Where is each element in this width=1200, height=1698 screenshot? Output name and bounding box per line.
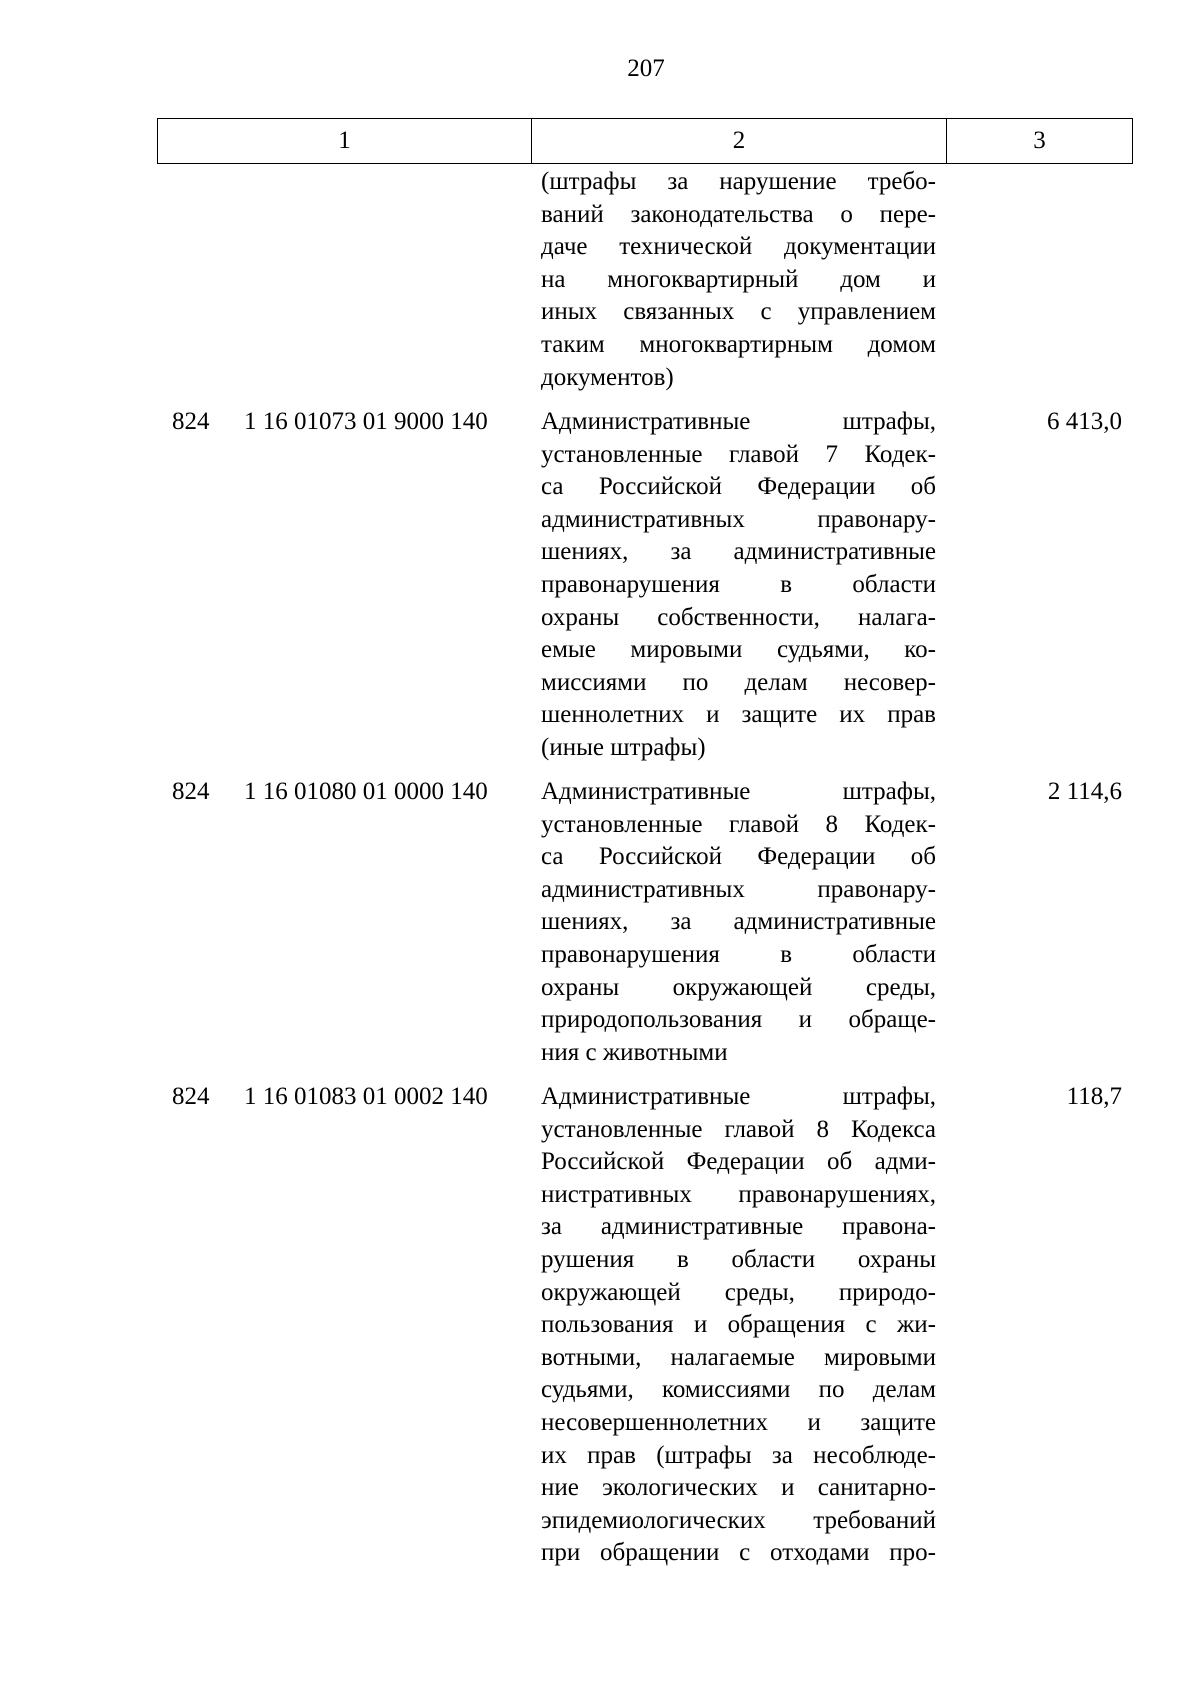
description-line: на многоквартирный дом и: [541, 265, 936, 293]
description-line: административных правонару-: [541, 505, 936, 533]
description-line: административных правонару-: [541, 875, 936, 903]
description-line: ваний законодательства о пере-: [541, 200, 936, 228]
description-line: миссиями по делам несовер-: [541, 668, 936, 696]
description-line: шениях, за административные: [541, 908, 936, 936]
description-line: Административные штрафы,: [541, 778, 936, 805]
description-line: таким многоквартирным домом: [541, 330, 936, 358]
description-line: са Российской Федерации об: [541, 473, 936, 501]
description-line: Российской Федерации об адми-: [541, 1148, 936, 1176]
description-line: установленные главой 8 Кодекса: [541, 1115, 936, 1143]
page-number: 207: [627, 55, 665, 82]
description-line: правонарушения в области: [541, 570, 936, 598]
table-header-col-1: 1: [158, 119, 532, 163]
description-line: емые мировыми судьями, ко-: [541, 636, 936, 664]
description-line: за административные правона-: [541, 1213, 936, 1241]
row-description: [541, 1081, 936, 1570]
description-line: рушения в области охраны: [541, 1245, 936, 1273]
description-line: пользования и обращения с жи-: [541, 1311, 936, 1339]
admin-code: 824: [172, 778, 210, 805]
description-line: эпидемиологических требований: [541, 1506, 936, 1534]
continuation-description: [541, 166, 936, 394]
table-header-col-3: 3: [1033, 127, 1046, 154]
description-line: при обращении с отходами про-: [541, 1539, 936, 1567]
admin-code: 824: [172, 408, 210, 435]
description-line: (иные штрафы): [541, 733, 706, 761]
amount-value: 2 114,6: [1047, 778, 1122, 805]
description-line: несовершеннолетних и защите: [541, 1408, 936, 1436]
description-line: природопользования и обраще-: [541, 1006, 936, 1034]
description-line: иных связанных с управлением: [541, 298, 936, 326]
description-line: шеннолетних и защите их прав: [541, 701, 936, 729]
description-line: нистративных правонарушениях,: [541, 1180, 936, 1208]
description-line: са Российской Федерации об: [541, 843, 936, 871]
admin-code: 824: [172, 1083, 210, 1110]
description-line: (штрафы за нарушение требо-: [541, 168, 936, 195]
description-line: Административные штрафы,: [541, 408, 936, 435]
description-line: охраны собственности, налага-: [541, 603, 936, 631]
description-line: документов): [541, 363, 674, 391]
description-line: их прав (штрафы за несоблюде-: [541, 1441, 936, 1469]
amount-value: 6 413,0: [1047, 408, 1122, 435]
row-description: [541, 406, 936, 765]
amount-value: 118,7: [1066, 1083, 1122, 1110]
description-line: вотными, налагаемые мировыми: [541, 1343, 936, 1371]
description-line: шениях, за административные: [541, 538, 936, 566]
table-header-col-2: 2: [532, 119, 947, 163]
table-header-row: [157, 118, 1133, 164]
description-line: ния с животными: [541, 1038, 728, 1066]
description-line: установленные главой 8 Кодек-: [541, 810, 936, 838]
description-line: Административные штрафы,: [541, 1083, 936, 1110]
budget-classification-code: 1 16 01073 01 9000 140: [244, 408, 488, 435]
description-line: установленные главой 7 Кодек-: [541, 440, 936, 468]
budget-classification-code: 1 16 01083 01 0002 140: [244, 1083, 488, 1110]
description-line: охраны окружающей среды,: [541, 973, 936, 1001]
description-line: судьями, комиссиями по делам: [541, 1376, 936, 1404]
description-line: окружающей среды, природо-: [541, 1278, 936, 1306]
row-description: [541, 776, 936, 1069]
description-line: даче технической документации: [541, 233, 936, 261]
description-line: ние экологических и санитарно-: [541, 1474, 936, 1502]
budget-classification-code: 1 16 01080 01 0000 140: [244, 778, 488, 805]
description-line: правонарушения в области: [541, 940, 936, 968]
